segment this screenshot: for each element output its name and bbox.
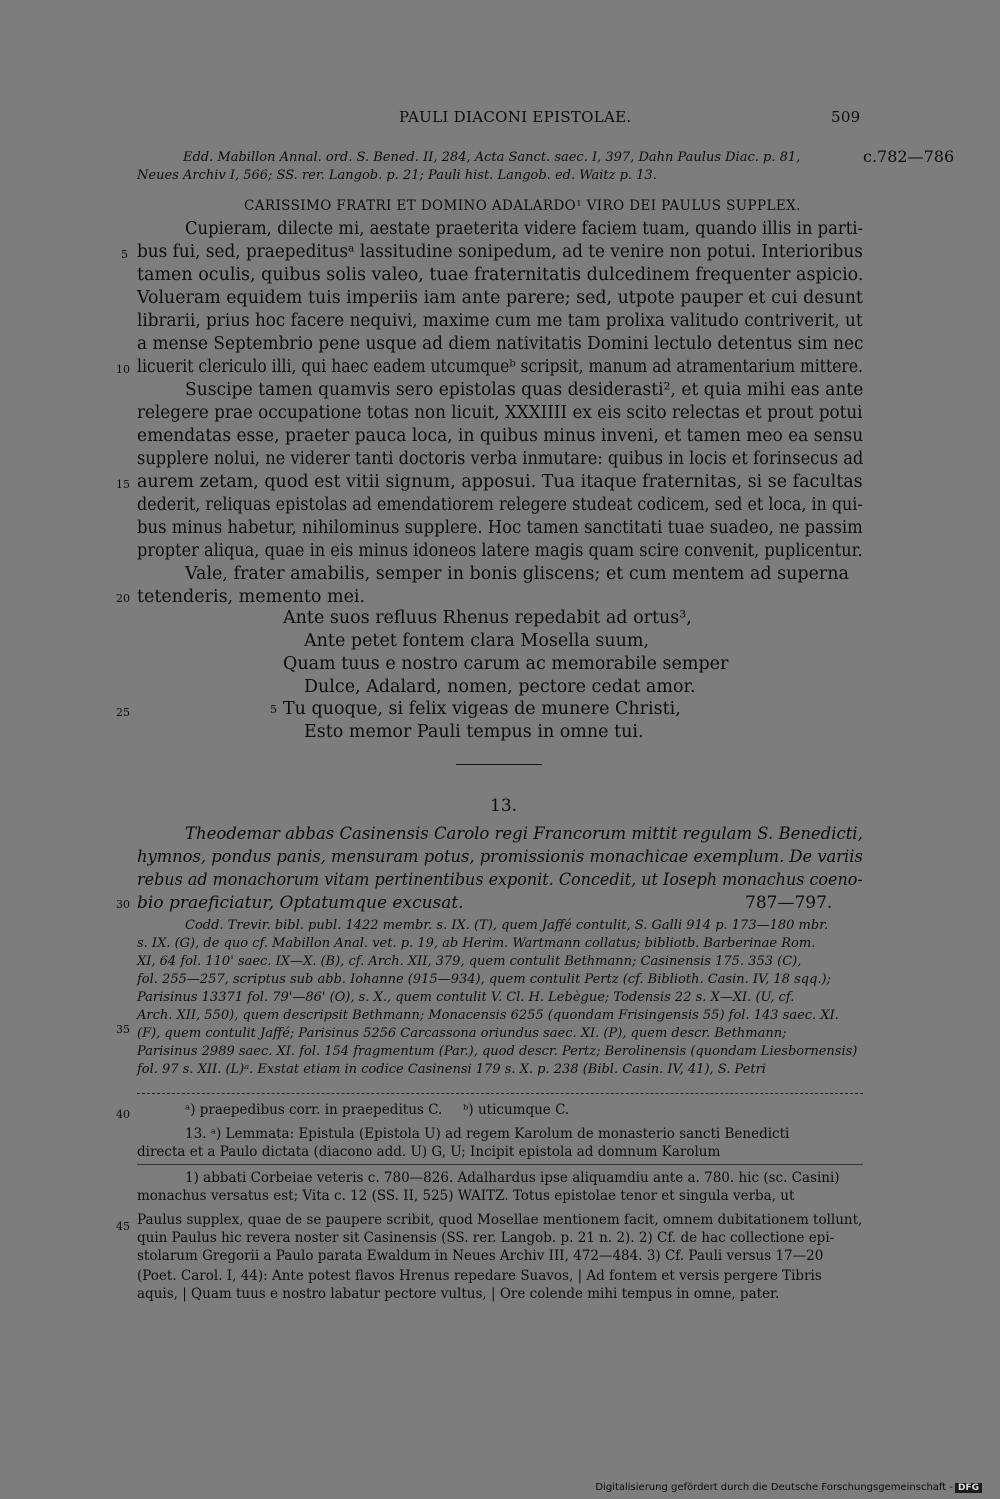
line-number: 45 (116, 1220, 130, 1233)
footnote-line: 1) abbati Corbeiae veteris c. 780—826. Adalhardus ipse aliquamdiu ante a. 780. hic (sc. Casini) (185, 1170, 840, 1186)
verse-line: Esto memor Pauli tempus in omne tui. (304, 722, 644, 742)
letter-date: c.782—786 (863, 147, 955, 166)
body-line: licuerit clericulo illi, qui haec eadem utcumqueᵇ scripsit, manum ad atramentarium mittere. (137, 357, 863, 377)
footnote-line: quin Paulus hic revera noster sit Casinensis (SS. rer. Langob. p. 21 n. 2). 2) Cf. de hac collectione epi- (137, 1230, 835, 1246)
variant-note: ᵇ) uticumque C. (463, 1102, 570, 1118)
footnote-line: (Poet. Carol. I, 44): Ante potest flavos Hrenus repedare Suavos, | Ad fontem et versis pergere Tibris (137, 1268, 822, 1284)
line-number: 30 (116, 898, 130, 911)
footnote-separator (137, 1164, 863, 1165)
verse-line: Ante suos refluus Rhenus repedabit ad ortus³, (283, 608, 692, 628)
codices-line: (F), quem contulit Jaffé; Parisinus 5256 Carcassona oriundus saec. XI. (P), quem descr. Bethmann; (137, 1026, 787, 1041)
line-number: 25 (116, 706, 130, 719)
variant-note: ᵃ) praepedibus corr. in praepeditus C. (185, 1102, 443, 1118)
section-number: 13. (490, 796, 518, 816)
body-line: aurem zetam, quod est vitii signum, apposui. Tua itaque fraternitas, si se facultas (137, 472, 863, 492)
summary-line: Theodemar abbas Casinensis Carolo regi Francorum mittit regulam S. Benedicti, (185, 824, 863, 844)
editions-line: Neues Archiv I, 566; SS. rer. Langob. p. 21; Pauli hist. Langob. ed. Waitz p. 13. (137, 168, 657, 183)
summary-line: hymnos, pondus panis, mensuram potus, promissionis monachicae exemplum. De variis (137, 847, 863, 867)
line-number: 15 (116, 478, 130, 491)
line-number: 40 (116, 1108, 130, 1121)
body-line: bus fui, sed, praepeditusᵃ lassitudine sonipedum, ad te venire non potui. Interioribus (137, 242, 863, 262)
body-line: relegere prae occupatione totas non licuit, XXXIIII ex eis scito relectas et prout potui (137, 403, 863, 423)
verse-line: Dulce, Adalard, nomen, pectore cedat amor. (304, 677, 696, 697)
body-line: Suscipe tamen quamvis sero epistolas quas desiderasti², et quia mihi eas ante (185, 380, 864, 400)
body-line: Cupieram, dilecte mi, aestate praeterita videre faciem tuam, quando illis in parti- (185, 219, 864, 239)
line-number: 35 (116, 1023, 130, 1036)
line-number: 10 (116, 363, 130, 376)
digitization-text: Digitalisierung gefördert durch die Deutsche Forschungsgemeinschaft - (595, 1482, 953, 1493)
body-line: emendatas esse, praeter pauca loca, in quibus minus inveni, et tamen meo ea sensu (137, 426, 864, 446)
body-line: Vale, frater amabilis, semper in bonis gliscens; et cum mentem ad superna (185, 564, 849, 584)
body-line: supplere nolui, ne viderer tanti doctoris verba inmutare: quibus in locis et forinsecus ad (137, 449, 864, 469)
body-line: Volueram equidem tuis imperiis iam ante parere; sed, utpote pauper et cui desunt (137, 288, 863, 308)
codices-line: s. IX. (G), de quo cf. Mabillon Anal. vet. p. 19, ab Herim. Wartmann collatus; bibliotb. Barberinae Rom. (137, 936, 816, 951)
line-number: 5 (121, 248, 128, 261)
body-line: dederit, reliquas epistolas ad emendatiorem relegere studeat codicem, sed et loca, in qui- (137, 495, 863, 515)
summary-date: 787—797. (745, 893, 833, 913)
footnote-line: Paulus supplex, quae de se paupere scribit, quod Mosellae mentionem facit, omnem dubitationem tollunt, (137, 1212, 863, 1228)
verse-line: Quam tuus e nostro carum ac memorabile semper (283, 654, 729, 674)
codices-line: Parisinus 2989 saec. XI. fol. 154 fragmentum (Par.), quod descr. Pertz; Berolinensis (quondam Liesbornensis) (137, 1044, 858, 1059)
body-line: tamen oculis, quibus solis valeo, tuae fraternitatis dulcedinem frequenter aspicio. (137, 265, 864, 285)
codices-line: fol. 255—257, scriptus sub abb. Iohanne (915—934), quem contulit Pertz (cf. Biblioth. Casin. IV, 18 sqq.); (137, 972, 831, 987)
body-line: bus minus habetur, nihilominus supplere. Hoc tamen sanctitati tuae suadeo, ne passim (137, 518, 863, 538)
codices-line: Parisinus 13371 fol. 79'—86' (O), s. X., quem contulit V. Cl. H. Lebègue; Todensis 22 s. X—XI. (U, cf. (137, 990, 795, 1005)
digitization-note (595, 1482, 982, 1493)
lemma-line: directa et a Paulo dictata (diacono add. U) G, U; Incipit epistola ad domnum Karolum (137, 1144, 721, 1160)
verse-number: 5 (270, 703, 277, 716)
letter-title: CARISSIMO FRATRI ET DOMINO ADALARDO¹ VIRO DEI PAULUS SUPPLEX. (244, 198, 801, 214)
summary-line: rebus ad monachorum vitam pertinentibus exponit. Concedit, ut Ioseph monachus coeno- (137, 870, 863, 890)
line-number: 20 (116, 592, 130, 605)
running-title: PAULI DIACONI EPISTOLAE. (399, 108, 632, 126)
codices-line: Arch. XII, 550), quem descripsit Bethmann; Monacensis 6255 (quondam Frisingensis 55) fol. 143 saec. XI. (137, 1008, 839, 1023)
footnote-line: aquis, | Quam tuus e nostro labatur pectore vultus, | Ore colende mihi tempus in omne, pater. (137, 1286, 780, 1302)
codices-line: XI, 64 fol. 110' saec. IX—X. (B), cf. Arch. XII, 379, quem contulit Bethmann; Casinensis 175. 353 (C), (137, 954, 802, 969)
verse-line: Tu quoque, si felix vigeas de munere Christi, (283, 699, 681, 719)
body-line: a mense Septembrio pene usque ad diem nativitatis Domini lectulo detentus sim nec (137, 334, 864, 354)
verse-line: Ante petet fontem clara Mosella suum, (304, 631, 650, 651)
page-number: 509 (831, 108, 861, 126)
editions-line: Edd. Mabillon Annal. ord. S. Bened. II, 284, Acta Sanct. saec. I, 397, Dahn Paulus Diac. p. 81, (183, 150, 801, 165)
dfg-logo: DFG (955, 1483, 982, 1493)
footnote-line: stolarum Gregorii a Paulo parata Ewaldum in Neues Archiv III, 472—484. 3) Cf. Pauli versus 17—20 (137, 1248, 824, 1264)
body-line: tetenderis, memento mei. (137, 587, 366, 607)
summary-line: bio praeficiatur, Optatumque excusat. (137, 893, 464, 913)
body-line: librarii, prius hoc facere nequivi, maxime cum me tam prolixa valitudo contriverit, ut (137, 311, 863, 331)
lemma-line: 13. ᵃ) Lemmata: Epistula (Epistola U) ad regem Karolum de monasterio sancti Benedicti (185, 1126, 790, 1142)
apparatus-separator (137, 1093, 863, 1094)
body-line: propter aliqua, quae in eis minus idoneos latere magis quam scire convenit, puplicentur. (137, 541, 863, 561)
codices-line: Codd. Trevir. bibl. publ. 1422 membr. s. IX. (T), quem Jaffé contulit, S. Galli 914 p. 173—180 mbr. (185, 918, 829, 933)
codices-line: fol. 97 s. XII. (L)ᵃ. Exstat etiam in codice Casinensi 179 s. X. p. 238 (Bibl. Casin. IV, 41), S. Petri (137, 1062, 766, 1077)
footnote-line: monachus versatus est; Vita c. 12 (SS. II, 525) WAITZ. Totus epistolae tenor et singula verba, ut (137, 1188, 795, 1204)
section-divider (456, 764, 542, 765)
